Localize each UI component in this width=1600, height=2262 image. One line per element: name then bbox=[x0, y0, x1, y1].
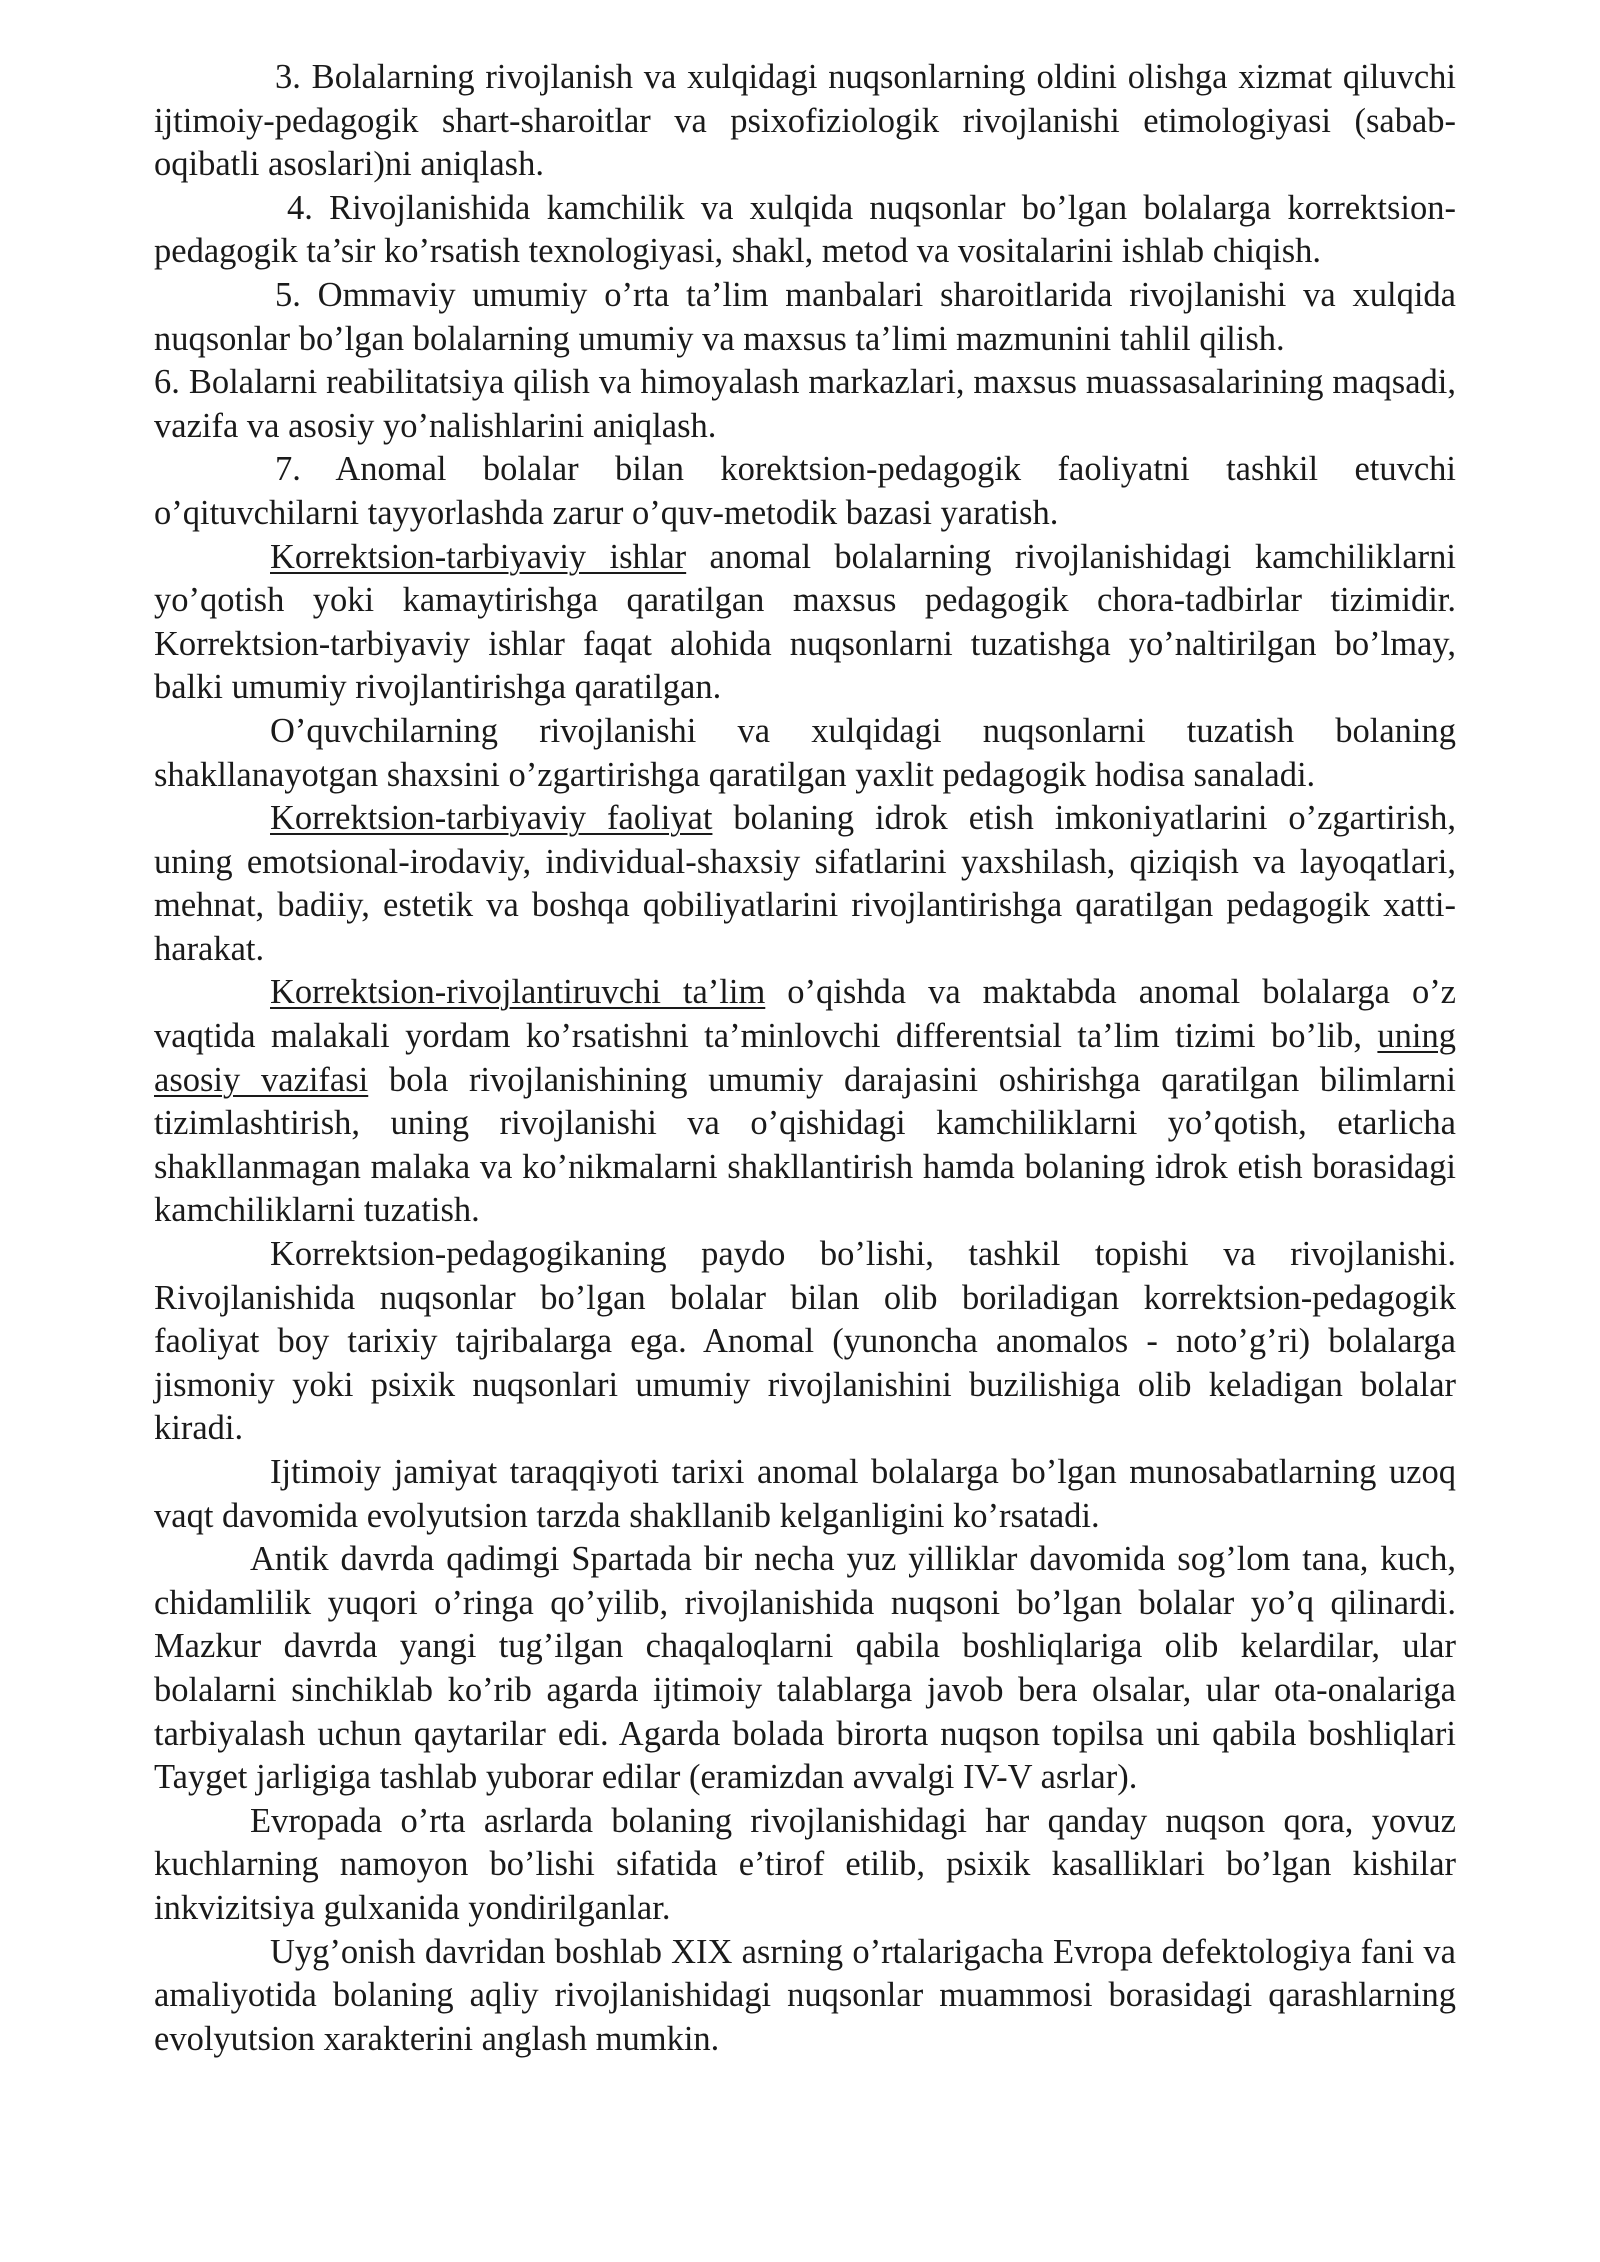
paragraph-evropa: Evropada o’rta asrlarda bolaning rivojlanishidagi har qanday nuqson qora, yovuz kuchlarning namoyon bo’lishi sifatida e’tirof etilib, psixik kasalliklari bo’lgan kishilar inkvizitsiya gulxanida yondirilganlar. bbox=[154, 1801, 1456, 1927]
definition-text-continued: bola rivojlanishining umumiy darajasini oshirishga qaratilgan bilimlarni tizimlashtirish, uning rivojlanishi va o’qishidagi kamchiliklarni yo’qotish, etarlicha shakllanmagan malaka va ko’nikmalarni shakllantirish hamda bolaning idrok etish borasidagi kamchiliklarni tuzatish. bbox=[154, 1060, 1456, 1230]
paragraph-item-5: 5. Ommaviy umumiy o’rta ta’lim manbalari sharoitlarida rivojlanishi va xulqida nuqsonlar bo’lgan bolalarning umumiy va maxsus ta’limi mazmunini tahlil qilish. bbox=[154, 275, 1456, 358]
document-page bbox=[154, 56, 1456, 2061]
paragraph-uygonish-davri: Uyg’onish davridan boshlab XIX asrning o’rtalarigacha Evropa defektologiya fani va amaliyotida bolaning aqliy rivojlanishidagi nuqsonlar muammosi borasidagi qarashlarning evolyutsion xarakterini anglash mumkin. bbox=[154, 1932, 1456, 2058]
paragraph-item-6: 6. Bolalarni reabilitatsiya qilish va himoyalash markazlari, maxsus muassasalarining maqsadi, vazifa va asosiy yo’nalishlarini aniqlash. bbox=[154, 363, 1456, 445]
paragraph-antik-davr: Antik davrda qadimgi Spartada bir necha yuz yilliklar davomida sog’lom tana, kuch, chidamlilik yuqori o’ringa qo’yilib, rivojlanishida nuqsoni bo’lgan bolalar yo’q qilinardi. Mazkur davrda yangi tug’ilgan chaqaloqlarni qabila boshliqlariga olib kelardilar, ular bolalarni sinchiklab ko’rib agarda ijtimoiy talablarga javob bera olsalar, ular ota-onalariga tarbiyalash uchun qaytarilar edi. Agarda bolada birorta nuqson topilsa uni qabila boshliqlari Tayget jarligiga tashlab yuborar edilar (eramizdan avvalgi IV-V asrlar). bbox=[154, 1540, 1456, 1797]
paragraph-item-4: 4. Rivojlanishida kamchilik va xulqida nuqsonlar bo’lgan bolalarga korrektsion-pedagogik ta’sir ko’rsatish texnologiyasi, shakl, metod va vositalarini ishlab chiqish. bbox=[154, 188, 1456, 271]
definition-text: o’qishda va maktabda anomal bolalarga o’z vaqtida malakali yordam ko’rsatishni ta’minlovchi differentsial ta’lim tizimi bo’lib, bbox=[154, 973, 1456, 1056]
paragraph-korrektsion-tarbiyaviy-faoliyat bbox=[154, 797, 1456, 971]
paragraph-paydo-bolishi: Korrektsion-pedagogikaning paydo bo’lishi, tashkil topishi va rivojlanishi. Rivojlanishida nuqsonlar bo’lgan bolalar bilan olib boriladigan korrektsion-pedagogik faoliyat boy tarixiy tajribalarga ega. Anomal (yunoncha anomalos - noto’g’ri) bolalarga jismoniy yoki psixik nuqsonlari umumiy rivojlanishini buzilishiga olib keladigan bolalar kiradi. bbox=[154, 1235, 1456, 1448]
paragraph-item-7: 7. Anomal bolalar bilan korektsion-pedagogik faoliyatni tashkil etuvchi o’qituvchilarni tayyorlashda zarur o’quv-metodik bazasi yaratish. bbox=[154, 450, 1456, 532]
definition-text: anomal bolalarning rivojlanishidagi kamchiliklarni yo’qotish yoki kamaytirishga qaratilgan maxsus pedagogik chora-tadbirlar tizimidir. Korrektsion-tarbiyaviy ishlar faqat alohida nuqsonlarni tuzatishga yo’naltirilgan bo’lmay, balki umumiy rivojlantirishga qaratilgan. bbox=[154, 537, 1457, 707]
term-korrektsion-tarbiyaviy-faoliyat: Korrektsion-tarbiyaviy faoliyat bbox=[270, 799, 713, 838]
paragraph-oquvchilar: O’quvchilarning rivojlanishi va xulqidagi nuqsonlarni tuzatish bolaning shakllanayotgan shaxsini o’zgartirishga qaratilgan yaxlit pedagogik hodisa sanaladi. bbox=[154, 711, 1456, 794]
term-korrektsion-tarbiyaviy-ishlar: Korrektsion-tarbiyaviy ishlar bbox=[270, 537, 687, 576]
paragraph-korrektsion-rivojlantiruvchi-talim bbox=[154, 971, 1456, 1233]
definition-text: bolaning idrok etish imkoniyatlarini o’zgartirish, uning emotsional-irodaviy, individual-shaxsiy sifatlarini yaxshilash, qiziqish va layoqatlari, mehnat, badiiy, estetik va boshqa qobiliyatlarini rivojlantirishga qaratilgan pedagogik xatti-harakat. bbox=[154, 799, 1457, 968]
paragraph-item-3: 3. Bolalarning rivojlanish va xulqidagi nuqsonlarning oldini olishga xizmat qiluvchi ijtimoiy-pedagogik shart-sharoitlar va psixofiziologik rivojlanishi etimologiyasi (sabab-oqibatli asoslari)ni aniqlash. bbox=[154, 58, 1456, 184]
paragraph-korrektsion-tarbiyaviy-ishlar bbox=[154, 536, 1456, 710]
term-korrektsion-rivojlantiruvchi-talim: Korrektsion-rivojlantiruvchi ta’lim bbox=[270, 973, 766, 1012]
paragraph-ijtimoiy-jamiyat: Ijtimoiy jamiyat taraqqiyoti tarixi anomal bolalarga bo’lgan munosabatlarning uzoq vaqt davomida evolyutsion tarzda shakllanib kelganligini ko’rsatadi. bbox=[154, 1453, 1456, 1535]
term-asosiy-vazifasi: uning asosiy vazifasi bbox=[154, 1017, 1456, 1099]
